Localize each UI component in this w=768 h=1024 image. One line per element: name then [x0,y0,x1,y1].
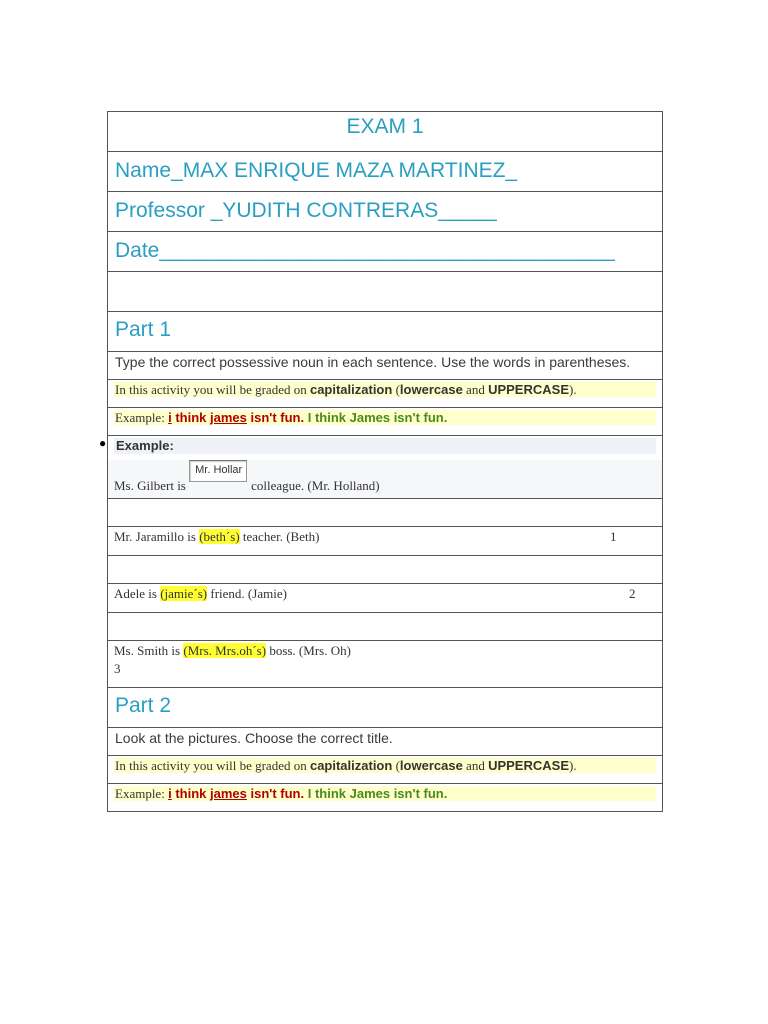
spacer-row [108,613,662,641]
date-line[interactable] [108,232,662,272]
grading-note-text: In this activity you will be graded on capitalization (lowercase and UPPERCASE). [114,382,656,397]
name-line[interactable]: Name_MAX ENRIQUE MAZA MARTINEZ_ [108,152,662,192]
question-1: Mr. Jaramillo is (beth´s) teacher. (Beth) 1 [108,527,662,556]
answer-2[interactable]: (jamie´s) [160,586,208,601]
part1-instruction: Type the correct possessive noun in each sentence. Use the words in parentheses. [108,352,662,380]
exam-sheet [99,111,663,812]
question-3: Ms. Smith is (Mrs. Mrs.oh´s) boss. (Mrs. Oh) 3 [108,641,662,688]
bullet-icon: ● [99,436,107,450]
question-number-1: 1 [610,529,617,544]
example-label: Example: [114,438,656,454]
example-label-row [99,436,662,460]
exam-title: EXAM 1 [108,112,662,152]
answer-3[interactable]: (Mrs. Mrs.oh´s) [183,643,267,658]
spacer-row [108,556,662,584]
question-2: Adele is (jamie´s) friend. (Jamie) 2 [108,584,662,613]
part1-example-line [108,408,662,436]
spacer-row [108,499,662,527]
example-text: Example: i think james isn't fun. I think James isn't fun. [114,410,656,425]
part2-heading: Part 2 [108,688,662,728]
part2-instruction: Look at the pictures. Choose the correct title. [108,728,662,756]
part1-grading-note [108,380,662,408]
grading-note-text: In this activity you will be graded on capitalization (lowercase and UPPERCASE). [114,758,656,773]
professor-line[interactable]: Professor _YUDITH CONTRERAS_____ [108,192,662,232]
example-answer-input[interactable]: Mr. Hollar [189,460,247,482]
question-number-2: 2 [629,586,636,601]
part1-heading: Part 1 [108,312,662,352]
example-text: Example: i think james isn't fun. I think James isn't fun. [114,786,656,801]
part2-grading-note [108,756,662,784]
blank-row [108,272,662,312]
date-text: Date_______________________________________ [115,239,615,262]
part2-example-line [108,784,662,812]
example-question: Ms. Gilbert is Mr. Hollarcolleague. (Mr. Holland) [108,460,662,499]
question-number-3: 3 [114,661,121,676]
answer-1[interactable]: (beth´s) [199,529,240,544]
